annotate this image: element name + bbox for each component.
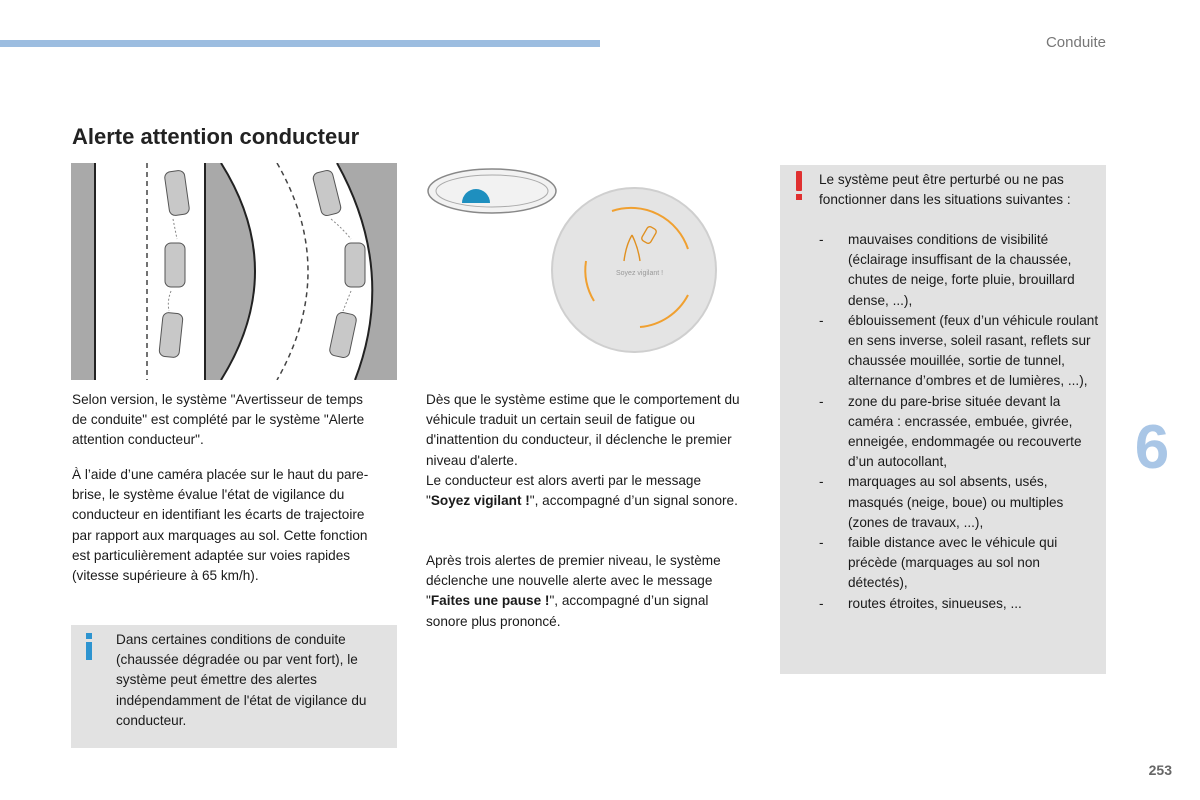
warning-note-box — [780, 165, 1106, 674]
warning-intro: Le système peut être perturbé ou ne pas fonctionner dans les situations suivantes : — [819, 172, 1071, 208]
alert-first-level-text: Dès que le système estime que le comportement du véhicule traduit un certain seuil de fatigue ou d'inattention du conducteur, il déclenche le premier niveau d'alerte. — [426, 392, 740, 468]
warning-list — [819, 230, 1099, 614]
alert-level-paragraph: Dès que le système estime que le comportement du véhicule traduit un certain seuil de fatigue ou d'inattention du conducteur, il déclenche le premier niveau d'alerte. Le conducteur est alors averti par le message "Soyez vigilant !", accompagné d’un signal sonore. — [426, 392, 740, 509]
list-item: - marquages au sol absents, usés, masqués (neige, boue) ou multiples (zones de travaux, ...), — [819, 474, 1064, 530]
page-title: Alerte attention conducteur — [72, 124, 360, 149]
info-icon — [84, 633, 94, 661]
list-item: - routes étroites, sinueuses, ... — [819, 595, 1022, 611]
list-item: - éblouissement (feux d’un véhicule roulant en sens inverse, soleil rasant, reflets sur chaussée mouillée, sortie de tunnel, alternance d’ombres et de lumières, ...), — [819, 312, 1099, 389]
intro-paragraph: Selon version, le système "Avertisseur de temps de conduite" est complété par le système "Alerte attention conducteur". — [72, 392, 365, 448]
dashboard-alert-illustration — [426, 165, 726, 380]
lane-drift-illustration — [71, 163, 397, 380]
info-note-text: Dans certaines conditions de conduite (chaussée dégradée ou par vent fort), le système peut émettre des alertes indépendamment de l'état de vigilance du conducteur. — [116, 632, 367, 728]
warning-icon — [794, 171, 804, 201]
list-item: - faible distance avec le véhicule qui précède (marquages au sol non détectés), — [819, 535, 1058, 591]
alert-message-pause: Faites une pause ! — [430, 593, 550, 609]
alert-message-vigilant: Soyez vigilant ! — [430, 493, 530, 509]
camera-paragraph: À l’aide d’une caméra placée sur le haut du pare-brise, le système évalue l'état de vigilance du conducteur en identifiant les écarts de trajectoire par rapport aux marquages au sol. Cette fonction est particulièrement adaptée sur voies rapides (vitesse supérieure à 65 km/h). — [72, 467, 369, 584]
page-number: 253 — [1148, 762, 1172, 778]
list-item: - mauvaises conditions de visibilité (éclairage insuffisant de la chaussée, chutes de neige, forte pluie, brouillard dense, ...), — [819, 232, 1075, 308]
list-item: - zone du pare-brise située devant la caméra : encrassée, embuée, givrée, enneigée, endommagée ou recouverte d’un autocollant, — [819, 393, 1082, 470]
info-note-box — [71, 625, 397, 748]
chapter-number: 6 — [1134, 413, 1170, 482]
header-accent-bar — [0, 40, 600, 47]
pause-paragraph: Après trois alertes de premier niveau, le système déclenche une nouvelle alerte avec le message "Faites une pause !", accompagné d’un signal sonore plus prononcé. — [426, 553, 721, 629]
section-title: Conduite — [1045, 34, 1106, 51]
dashboard-message: Soyez vigilant ! — [616, 270, 664, 277]
